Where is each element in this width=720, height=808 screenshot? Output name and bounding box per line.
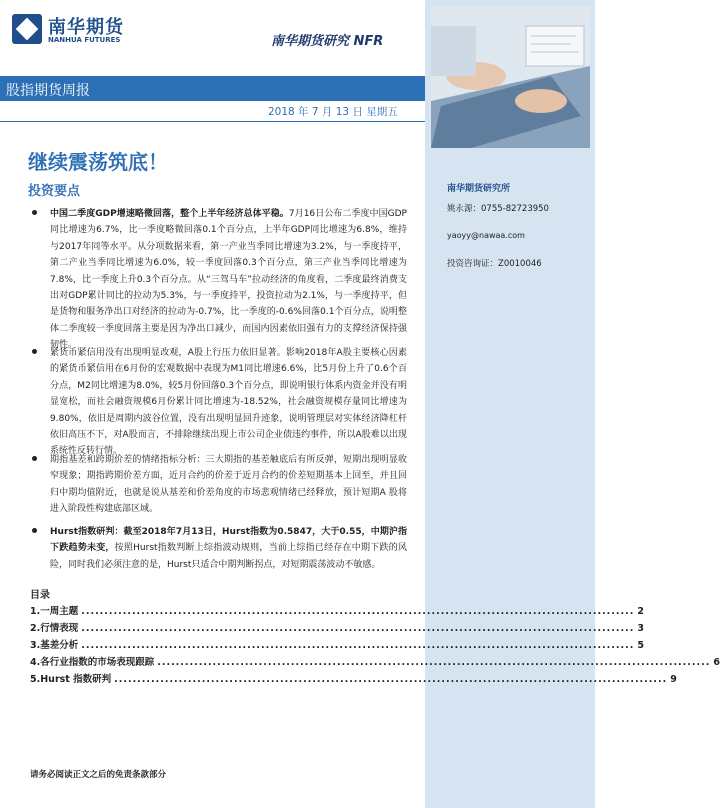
bullet-icon [32, 349, 37, 354]
toc-item[interactable] [30, 637, 644, 654]
sidebar-license: 投资咨询证：Z0010046 [447, 259, 542, 269]
sidebar-contact: 姚永源：0755-82723950 [447, 204, 549, 214]
toc-leader: ........................................................................................................................ [81, 623, 635, 634]
bullet-body: 期指基差和跨期价差的情绪指标分析：三大期指的基差触底后有所反弹，短期出现明显收窄现象；期指跨期价差方面，近月合约的价差于近月合约的价差短期基本上回至，并且回归中期均值附近，也就是说从基差和价差角度的市场悲观情绪已经释放，预计短期A 股将进入阶段性构建底部区域。 [50, 455, 407, 515]
cover-photo [431, 6, 590, 148]
sidebar-org: 南华期货研究所 [447, 184, 511, 194]
bullet-body: 按照Hurst指数判断上综指波动规则，当前上综指已经存在中期下跌的风险，同时我们必须注意的是，Hurst只适合中期判断拐点，对短期震荡波动不敏感。 [50, 543, 407, 570]
toc-page: 2 [637, 606, 644, 617]
toc-label: 一周主题 [40, 606, 79, 617]
bullet-item [32, 345, 407, 460]
toc-leader: ........................................................................................................................ [81, 606, 635, 617]
main-title: 继续震荡筑底！ [28, 150, 168, 174]
bullet-item [32, 452, 407, 518]
toc-num: 3. [30, 640, 41, 651]
toc-label: Hurst 指数研判 [40, 674, 112, 685]
bullet-icon [32, 210, 37, 215]
bullet-item [32, 206, 407, 354]
toc-num: 2. [30, 623, 41, 634]
logo-icon [12, 14, 42, 44]
toc-leader: ........................................................................................................................ [81, 640, 635, 651]
toc-label: 行情表现 [40, 623, 79, 634]
toc-item[interactable] [30, 654, 720, 671]
report-date: 2018 年 7 月 13 日 星期五 [268, 106, 398, 118]
logo-text-cn: 南华期货 [48, 17, 124, 38]
sidebar-email[interactable]: yaoyy@nawaa.com [447, 231, 525, 240]
toc-page: 5 [637, 640, 644, 651]
toc-num: 5. [30, 674, 41, 685]
header-title: 南华期货研究 NFR [271, 34, 384, 49]
laptop-hands-image [431, 6, 590, 148]
bullet-icon [32, 456, 37, 461]
report-type-label: 股指期货周报 [6, 83, 90, 99]
toc-item[interactable] [30, 620, 644, 637]
divider [0, 121, 425, 122]
toc-page: 6 [713, 657, 720, 668]
toc-item[interactable] [30, 603, 644, 620]
logo-text-en: NANHUA FUTURES [48, 36, 121, 44]
toc-leader: ........................................................................................................................ [157, 657, 711, 668]
toc-page: 3 [637, 623, 644, 634]
toc-leader: ........................................................................................................................ [114, 674, 668, 685]
toc-num: 1. [30, 606, 41, 617]
toc-label: 各行业指数的市场表现跟踪 [40, 657, 155, 668]
bullet-lead: Hurst指数研判：截至2018年7月13日，Hurst指数为0.5847，大于0.55，中期沪指下跌趋势未变， [50, 527, 407, 554]
toc-num: 4. [30, 657, 41, 668]
bullet-lead: 中国二季度GDP增速略微回落，整个上半年经济总体平稳。 [50, 209, 289, 219]
bullet-item [32, 524, 407, 573]
bullet-body: 7月16日公布二季度中国GDP同比增速为6.7%，比一季度略微回落0.1个百分点，上半年GDP同比增速为6.8%，维持与2017年同等水平。从分项数据来看，第一产业当季同比增速为3.2%，与一季度持平，第二产业当季同比增速为6.0%，较一季度回落0.3个百分点，第三产业当季同比增速为7.8%，比一季度上升0.3个百分点。从“三驾马车”拉动经济的角度看，二季度最终消费支出对GDP累计同比的拉动为5.3%，与一季度持平，投资拉动为2.1%，与一季度持平，但是货物和服务净出口对经济的拉动为-0.7%，比一季度的-0.6%回落0.1个百分点，说明整体二季度较一季度回落主要是因为净出口减少，而国内因素依旧强有力的支撑经济保持强韧性。 [50, 209, 407, 351]
toc-title: 目录 [30, 590, 50, 601]
section-title: 投资要点 [28, 184, 81, 199]
bullet-icon [32, 528, 37, 533]
toc-item[interactable] [30, 671, 677, 688]
bullet-body: 紧货币紧信用没有出现明显改观，A股上行压力依旧显著。影响2018年A股主要核心因素的紧货币紧信用在6月份的宏观数据中表现为M1同比增速6.6%，比5月份上升了0.6个百分点，M2同比增速为8.0%，较5月份回落0.3个百分点，即说明银行体系内资金并没有明显宽松，而社会融资规模6月份累计同比增速为-18.52%，社会融资规模存量同比增速为9.80%，依旧是周期内波谷位置，没有出现明显回升迹象，说明管理层对实体经济降杠杆依旧高压不下，对A股而言，不排除继续出现上市公司企业债违约事件，所以A股难以出现系统性反转行情。 [50, 348, 407, 457]
disclaimer: 请务必阅读正文之后的免责条款部分 [30, 770, 167, 780]
toc-page: 9 [670, 674, 677, 685]
toc-label: 基差分析 [40, 640, 79, 651]
